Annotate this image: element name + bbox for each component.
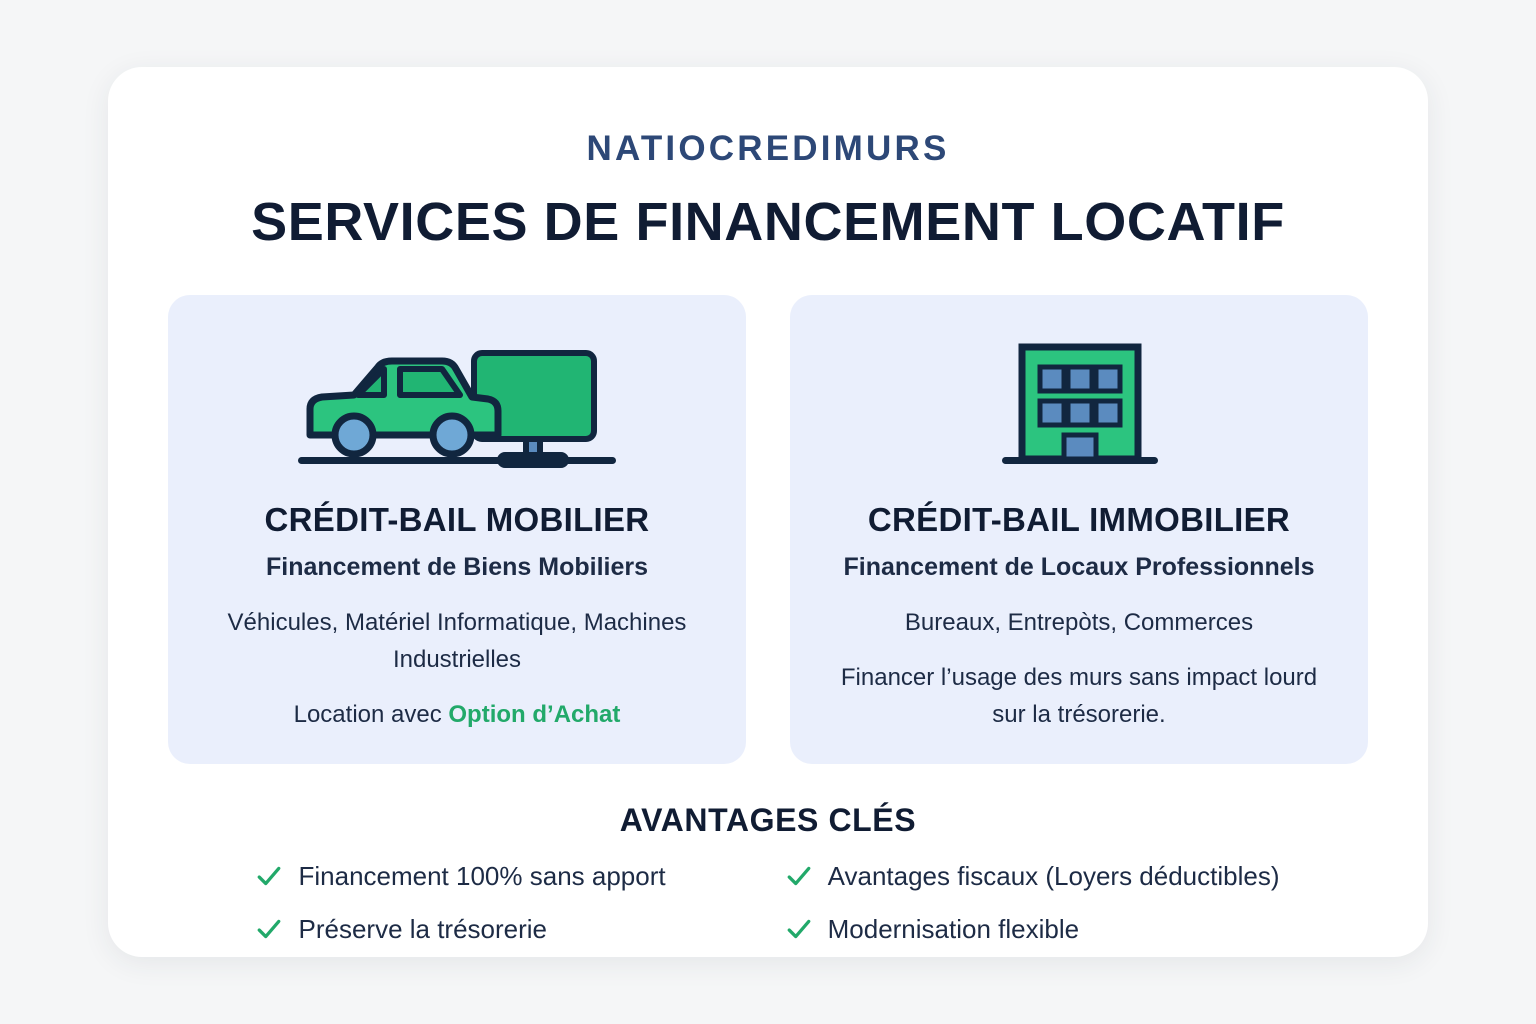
panel-subtitle: Financement de Locaux Professionnels <box>843 553 1315 581</box>
panel-note-prefix: Financer l’usage des murs sans impact lourd sur la trésorerie. <box>840 664 1318 729</box>
office-building-icon <box>914 329 1244 479</box>
list-item-label: Préserve la trésorerie <box>298 913 548 944</box>
list-item <box>786 861 1280 892</box>
panel-title: CRÉDIT-BAIL MOBILIER <box>264 501 650 538</box>
list-item-label: Financement 100% sans apport <box>298 860 666 891</box>
panels-container <box>168 295 1368 764</box>
panel-title: CRÉDIT-BAIL IMMOBILIER <box>867 501 1291 538</box>
benefits-column-left <box>256 861 665 945</box>
benefits-title: AVANTAGES CLÉS <box>619 801 917 838</box>
panel-description: Bureaux, Entrepòts, Commerces <box>904 609 1254 636</box>
panel-description: Véhicules, Matériel Informatique, Machines Industrielles <box>227 609 687 674</box>
benefits-column-right <box>786 861 1280 945</box>
list-item-label: Avantages fiscaux (Loyers déductibles) <box>827 860 1280 891</box>
page-title: SERVICES DE FINANCEMENT LOCATIF <box>251 192 1285 252</box>
brand-title: NATIOCREDIMURS <box>586 129 950 168</box>
check-icon <box>786 863 812 889</box>
check-icon <box>786 916 812 942</box>
panel-credit-bail-immobilier <box>790 295 1368 764</box>
check-icon <box>256 916 282 942</box>
panel-note-prefix: Location avec <box>293 701 449 729</box>
list-item <box>256 914 665 945</box>
panel-note-highlight: Option d’Achat <box>448 701 621 729</box>
benefits-container <box>168 861 1368 945</box>
check-icon <box>256 863 282 889</box>
list-item-label: Modernisation flexible <box>827 913 1080 944</box>
panel-note <box>294 696 621 733</box>
list-item <box>256 861 665 892</box>
list-item <box>786 914 1280 945</box>
car-and-computer-icon <box>292 329 622 479</box>
panel-credit-bail-mobilier <box>168 295 746 764</box>
infographic-card <box>108 67 1428 957</box>
panel-subtitle: Financement de Biens Mobiliers <box>265 553 649 581</box>
panel-note <box>829 659 1329 733</box>
